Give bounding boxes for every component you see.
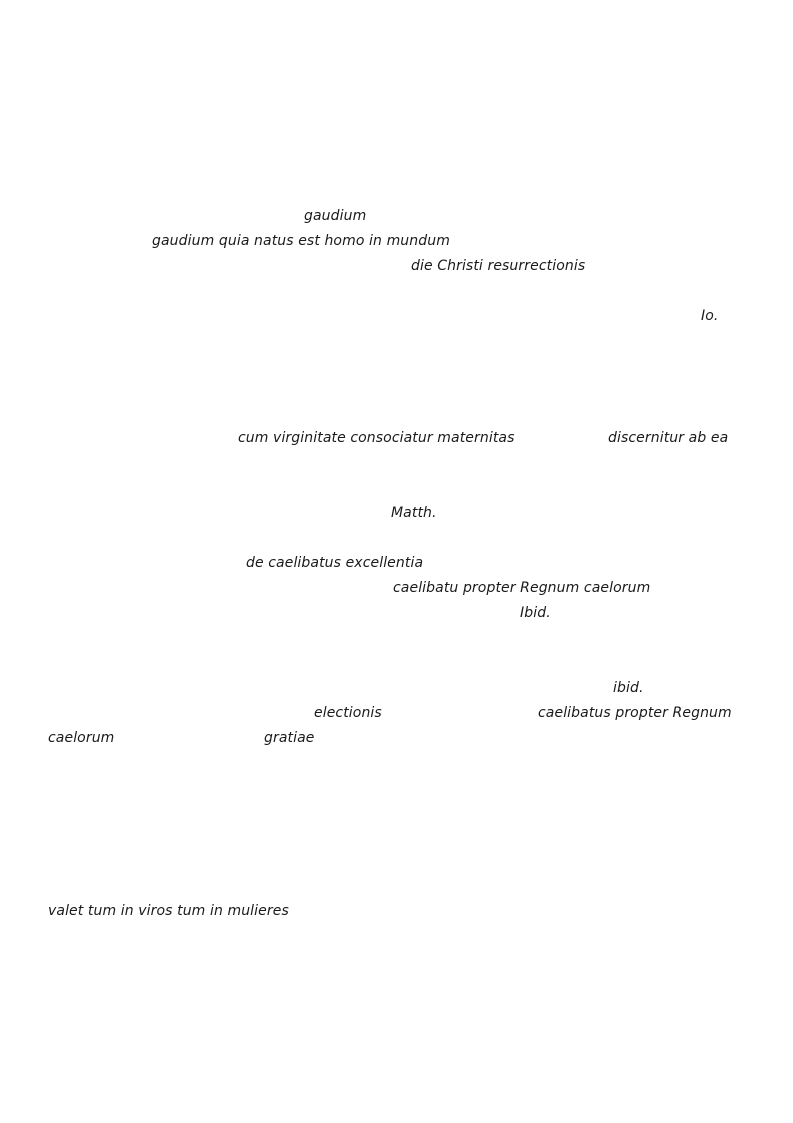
text-fragment-discernitur: discernitur ab ea: [608, 430, 729, 446]
text-fragment-caelibatus-propter-regnum: caelibatus propter Regnum: [538, 705, 732, 721]
text-fragment-gratiae: gratiae: [264, 730, 315, 746]
text-fragment-io: Io.: [701, 308, 719, 324]
text-fragment-die-christi: die Christi resurrectionis: [411, 258, 586, 274]
text-fragment-de-caelibatus: de caelibatus excellentia: [246, 555, 424, 571]
text-fragment-caelibatu-propter: caelibatu propter Regnum caelorum: [393, 580, 651, 596]
text-fragment-gaudium: gaudium: [304, 208, 367, 224]
text-fragment-matth: Matth.: [391, 505, 437, 521]
text-fragment-ibid-upper: Ibid.: [520, 605, 551, 621]
text-fragment-valet-tum: valet tum in viros tum in mulieres: [48, 903, 289, 919]
text-fragment-electionis: electionis: [314, 705, 382, 721]
text-fragment-gaudium-quia-natus: gaudium quia natus est homo in mundum: [152, 233, 450, 249]
text-fragment-ibid-lower: ibid.: [613, 680, 644, 696]
text-fragment-cum-virginitate: cum virginitate consociatur maternitas: [238, 430, 515, 446]
text-fragment-caelorum: caelorum: [48, 730, 115, 746]
